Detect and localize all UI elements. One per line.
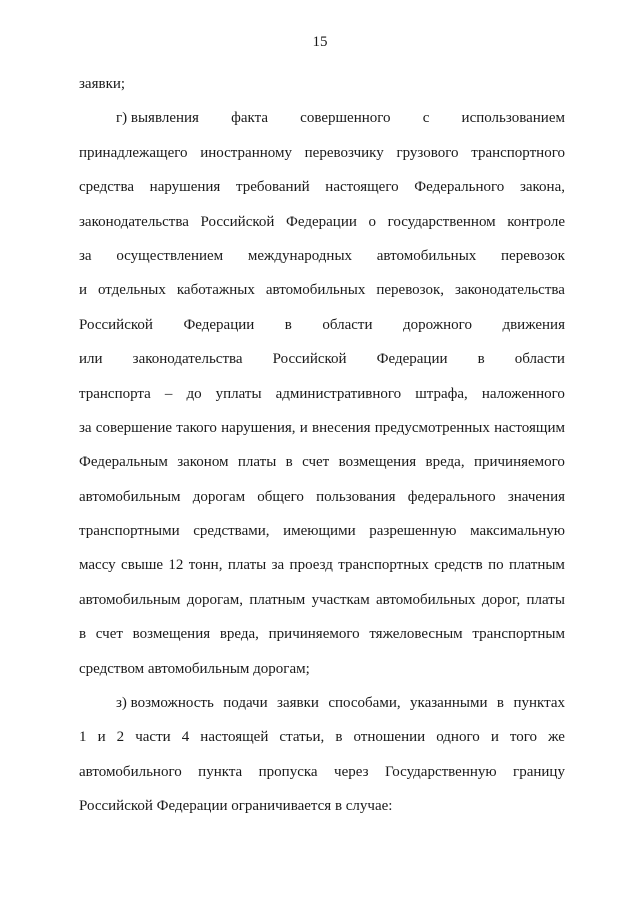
word: в (284, 316, 292, 333)
word: автомобильным (79, 591, 181, 608)
text-line (79, 346, 565, 380)
word: средством автомобильным дорогам; (79, 660, 310, 677)
word: государственном (387, 213, 496, 230)
word: международных (247, 247, 353, 264)
word: транспортных (338, 557, 429, 574)
text-line (79, 312, 565, 346)
text-line (79, 105, 565, 139)
word: платы (237, 454, 277, 471)
text-line (79, 518, 565, 552)
word: дорог, (481, 591, 521, 608)
word: в (285, 454, 293, 471)
word: части (135, 729, 171, 746)
word: или (79, 351, 103, 368)
word: совершенного (300, 110, 391, 127)
word: 4 (181, 729, 190, 746)
word: и (299, 419, 308, 436)
text-line (79, 484, 565, 518)
word: и (79, 282, 88, 299)
word: Российской (79, 316, 153, 333)
word: общего (257, 488, 304, 505)
word: подачи (223, 695, 268, 712)
word: максимальную (470, 523, 565, 540)
word: 12 (168, 557, 184, 574)
word: в (496, 695, 505, 712)
word: пользования (316, 488, 396, 505)
text-line (79, 415, 565, 449)
word: возмещения (338, 454, 417, 471)
word: 2 (116, 729, 125, 746)
word: Федерации (183, 316, 255, 333)
word: же (548, 729, 565, 746)
word: Федеральным (79, 454, 168, 471)
text-line (79, 243, 565, 277)
word: Государственную (384, 763, 497, 780)
word: счет (302, 454, 330, 471)
word: каботажных (176, 282, 255, 299)
word: административного (275, 385, 402, 402)
word: требований (235, 179, 310, 196)
word: законом (177, 454, 229, 471)
word: участкам (311, 591, 370, 608)
word: заявки (277, 695, 319, 712)
document-body (79, 71, 565, 828)
word: транспортными (79, 523, 180, 540)
word: средства (79, 179, 135, 196)
word: массу (79, 557, 116, 574)
word: о (368, 213, 376, 230)
word: федерального (407, 488, 496, 505)
text-line (79, 724, 565, 758)
word: счет (95, 626, 123, 643)
word: штрафа, (415, 385, 468, 402)
word: закона, (519, 179, 565, 196)
word: настоящей (200, 729, 269, 746)
word: тяжеловесным (369, 626, 463, 643)
word: пункта (198, 763, 243, 780)
word: средств (434, 557, 483, 574)
word: з) возможность (116, 695, 214, 712)
text-line (79, 552, 565, 586)
word: Федерации (376, 351, 448, 368)
word: настоящего (325, 179, 399, 196)
word: за (79, 247, 92, 264)
word: способами, (328, 695, 401, 712)
word: и (490, 729, 499, 746)
word: отдельных (98, 282, 166, 299)
word: движения (502, 316, 565, 333)
word: использованием (461, 110, 565, 127)
word: проезд (289, 557, 333, 574)
word: отношении (353, 729, 426, 746)
word: 1 (79, 729, 87, 746)
word: пунктах (513, 695, 565, 712)
word: дорогам (192, 488, 246, 505)
word: и (97, 729, 106, 746)
text-line (79, 140, 565, 174)
word: значения (507, 488, 565, 505)
word: Российской (272, 351, 347, 368)
word: настоящим (494, 419, 565, 436)
word: в (79, 626, 87, 643)
word: имеющими (283, 523, 356, 540)
word: причиняемого (268, 626, 360, 643)
text-line (79, 793, 565, 827)
word: тонн, (188, 557, 223, 574)
word: нарушения (149, 179, 221, 196)
text-line (79, 209, 565, 243)
word: вреда, (219, 626, 259, 643)
word: вреда, (425, 454, 465, 471)
word: предусмотренных (374, 419, 490, 436)
word: – (164, 385, 173, 402)
word: разрешенную (369, 523, 457, 540)
text-line (79, 690, 565, 724)
word: автомобильным (79, 488, 181, 505)
word: возмещения (132, 626, 211, 643)
word: Федерального (414, 179, 505, 196)
word: дорожного (403, 316, 472, 333)
word: платы (526, 591, 565, 608)
word: дорогам, (186, 591, 244, 608)
text-line (79, 449, 565, 483)
word: в (477, 351, 485, 368)
word: области (322, 316, 373, 333)
word: транспортным (472, 626, 565, 643)
word: платным (249, 591, 306, 608)
word: транспорта (79, 385, 151, 402)
word: за (79, 419, 92, 436)
word: того (509, 729, 538, 746)
word: перевозчику (304, 144, 384, 161)
word: причиняемого (473, 454, 565, 471)
word: платы (227, 557, 267, 574)
word: заявки; (79, 76, 126, 92)
word: статьи, (279, 729, 325, 746)
word: контроле (507, 213, 565, 230)
word: средствами, (193, 523, 270, 540)
word: законодательства (79, 213, 189, 230)
word: Российской Федерации ограничивается в случае: (79, 798, 393, 815)
word: до (186, 385, 202, 402)
word: г) выявления (116, 110, 199, 127)
word: перевозок, (376, 282, 445, 299)
word: автомобильных (376, 247, 477, 264)
word: перевозок (501, 247, 565, 264)
word: принадлежащего (79, 144, 188, 161)
word: такого (176, 419, 217, 436)
word: факта (231, 110, 268, 127)
word: одного (436, 729, 480, 746)
word: пропуска (258, 763, 318, 780)
text-line (79, 381, 565, 415)
word: Российской (200, 213, 275, 230)
word: границу (513, 763, 565, 780)
word: совершение (95, 419, 173, 436)
word: уплаты (215, 385, 262, 402)
word: законодательства (455, 282, 565, 299)
word: Федерации (286, 213, 357, 230)
word: нарушения, (221, 419, 296, 436)
text-line (79, 587, 565, 621)
word: внесения (311, 419, 371, 436)
word: в (335, 729, 343, 746)
word: законодательства (132, 351, 243, 368)
text-line (79, 656, 565, 690)
word: свыше (121, 557, 164, 574)
word: осуществлением (116, 247, 224, 264)
text-line (79, 759, 565, 793)
text-line (79, 174, 565, 208)
word: за (271, 557, 285, 574)
word: области (514, 351, 565, 368)
word: платным (508, 557, 565, 574)
word: наложенного (481, 385, 565, 402)
word: иностранному (200, 144, 292, 161)
word: с (422, 110, 430, 127)
word: через (334, 763, 369, 780)
text-line (79, 277, 565, 311)
word: автомобильных (376, 591, 476, 608)
word: указанными (410, 695, 488, 712)
word: транспортного (471, 144, 565, 161)
text-line (79, 621, 565, 655)
word: грузового (396, 144, 459, 161)
text-line (79, 71, 565, 105)
word: автомобильного (79, 763, 182, 780)
word: автомобильных (265, 282, 366, 299)
page-number: 15 (312, 34, 328, 50)
word: по (488, 557, 504, 574)
